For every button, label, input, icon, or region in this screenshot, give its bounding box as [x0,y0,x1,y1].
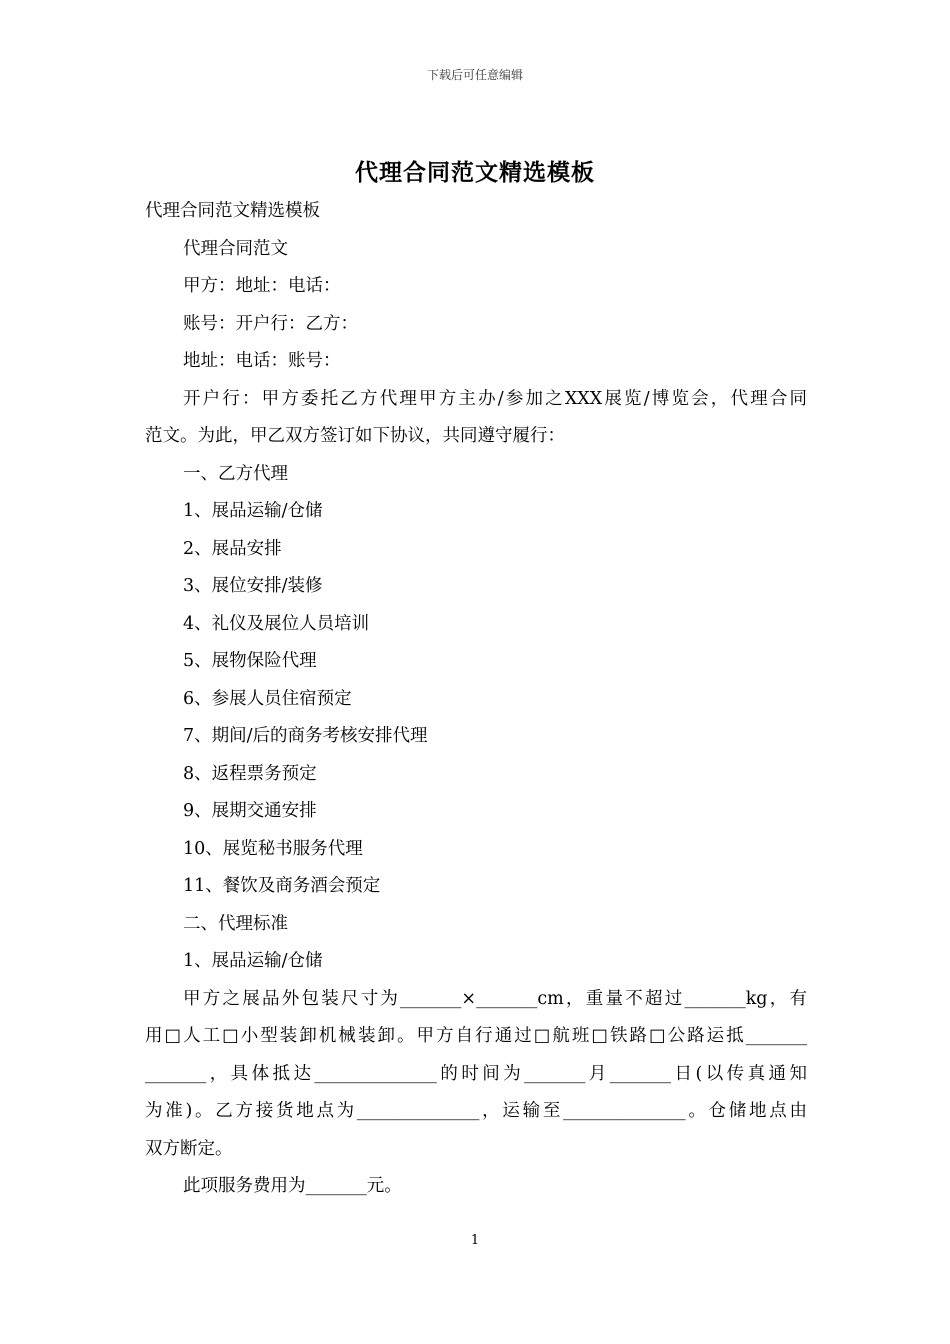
body-line: 一、乙方代理 [183,463,288,484]
body-line: 8、返程票务预定 [183,763,317,784]
body-line: 11、餐饮及商务酒会预定 [183,876,381,896]
body-line: 代理合同范文精选模板 [145,201,320,221]
document-body [145,193,807,1206]
body-line: 地址：电话：账号： [183,351,341,371]
body-line: 甲方之展品外包装尺寸为_______×_______cm，重量不超过_______kg，有 [183,988,807,1009]
body-line: 账号：开户行：乙方： [183,313,358,334]
body-line: 4、礼仪及展位人员培训 [183,613,370,634]
body-line: 甲方：地址：电话： [183,276,341,296]
header-note: 下载后可任意编辑 [426,68,523,82]
body-line: 用□人工□小型装卸机械装卸。甲方自行通过□航班□铁路□公路运抵_______ [145,1026,807,1046]
body-line: 此项服务费用为_______元。 [183,1176,402,1196]
document-title: 代理合同范文精选模板 [355,159,595,186]
body-line: 为准)。乙方接货地点为______________，运输至______________。仓储地点由 [145,1101,807,1121]
body-line: 7、期间/后的商务考核安排代理 [183,726,428,746]
body-line: 3、展位安排/装修 [183,576,323,596]
body-line: 5、展物保险代理 [183,651,317,671]
body-line: 1、展品运输/仓储 [183,501,323,521]
body-line: _______，具体抵达______________的时间为_______月_______日(以传真通知 [145,1063,807,1084]
page-number: 1 [470,1233,480,1248]
body-line: 开户行：甲方委托乙方代理甲方主办/参加之XXX展览/博览会，代理合同 [183,388,807,409]
body-line: 1、展品运输/仓储 [183,951,323,971]
body-line: 范文。为此，甲乙双方签订如下协议，共同遵守履行： [145,426,565,446]
body-line: 2、展品安排 [183,538,282,559]
body-line: 6、参展人员住宿预定 [183,688,352,709]
body-line: 10、展览秘书服务代理 [183,838,363,859]
body-line: 双方断定。 [145,1138,233,1159]
body-line: 二、代理标准 [183,913,288,934]
body-line: 9、展期交通安排 [183,801,317,821]
body-line: 代理合同范文 [183,238,288,259]
